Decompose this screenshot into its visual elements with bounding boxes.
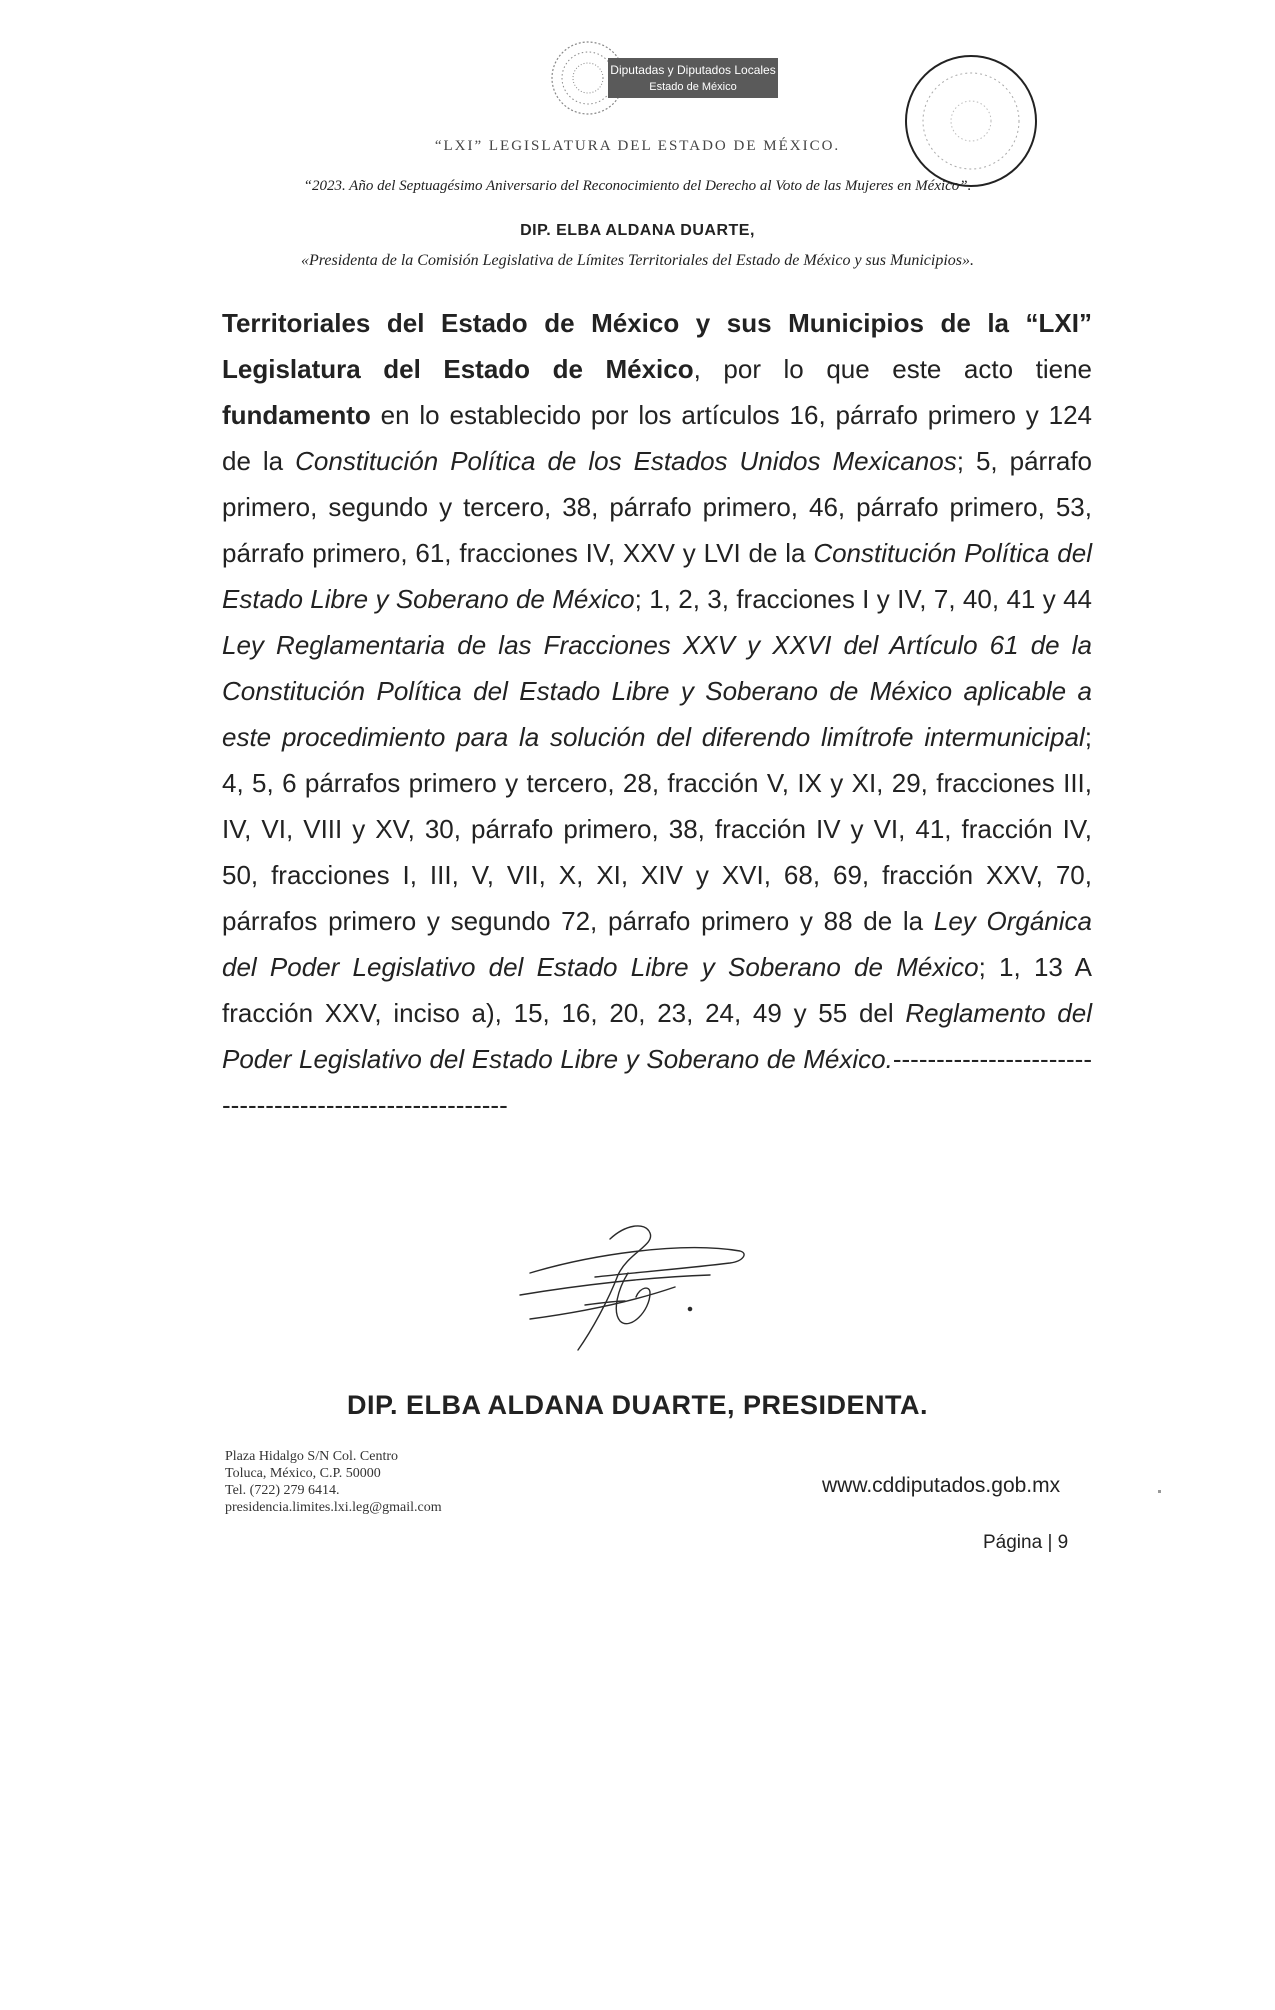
body-italic-run: Ley Orgánica del Poder Legislativo del Estado Libre y Soberano de México	[222, 906, 1092, 982]
address-email: presidencia.limites.lxi.leg@gmail.com	[225, 1500, 442, 1515]
legislature-title: “LXI” LEGISLATURA DEL ESTADO DE MÉXICO.	[434, 138, 841, 154]
body-text-run: ; 5, párrafo primero, segundo y tercero, 38, párrafo primero, 46, párrafo primero, 53, párrafo primero, 61, fracciones IV, XXV y LVI de la	[222, 446, 1092, 568]
header-name: DIP. ELBA ALDANA DUARTE,	[520, 222, 755, 239]
body-italic-run: Constitución Política del Estado Libre y Soberano de México	[222, 538, 1092, 614]
year-motto: “2023. Año del Septuagésimo Aniversario del Reconocimiento del Derecho al Voto de las Mujeres en México”.	[303, 178, 972, 194]
official-seal	[900, 50, 1042, 192]
body-text-run: ; 4, 5, 6 párrafos primero y tercero, 28, fracción V, IX y XI, 29, fracciones III, IV, VI, VIII y XV, 30, párrafo primero, 38, fracción IV y VI, 41, fracción IV, 50, fracciones I, III, V, VII, X, XI, XIV y XVI, 68, 69, fracción XXV, 70, párrafos primero y segundo 72, párrafo primero y 88 de la	[222, 722, 1092, 936]
body-text-run: ; 1, 2, 3, fracciones I y IV, 7, 40, 41 y 44	[634, 584, 1093, 614]
body-bold-run: Territoriales del Estado de México y sus Municipios de la “LXI” Legislatura del Estado de México	[222, 308, 1092, 384]
body-text-run: en lo establecido por los artículos 16, párrafo primero y 124 de la	[222, 400, 1092, 476]
website-link[interactable]: www.cddiputados.gob.mx	[822, 1474, 1061, 1497]
body-italic-run: Reglamento del Poder Legislativo del Estado Libre y Soberano de México.	[222, 998, 1092, 1074]
stray-mark	[1158, 1490, 1161, 1493]
header-role: «Presidenta de la Comisión Legislativa de Límites Territoriales del Estado de México y sus Municipios».	[301, 252, 974, 269]
signer-name: DIP. ELBA ALDANA DUARTE, PRESIDENTA.	[346, 1390, 929, 1420]
body-italic-run: Ley Reglamentaria de las Fracciones XXV y XXVI del Artículo 61 de la Constitución Política del Estado Libre y Soberano de México aplicable a este procedimiento para la solución del diferendo limítrofe intermunicipal	[222, 630, 1092, 752]
logo-line2: Estado de México	[649, 81, 737, 93]
body-paragraph	[222, 300, 1092, 1128]
logo-line1: Diputadas y Diputados Locales	[610, 63, 776, 77]
body-text-run: ; 1, 13 A fracción XXV, inciso a), 15, 16, 20, 23, 24, 49 y 55 del	[222, 952, 1093, 1028]
address-city: Toluca, México, C.P. 50000	[225, 1466, 381, 1481]
body-text-run: , por lo que este acto tiene	[693, 354, 1092, 384]
body-text-run: --------------------------------------------------------	[222, 1044, 1092, 1120]
legislature-logo	[540, 30, 780, 130]
address-street: Plaza Hidalgo S/N Col. Centro	[225, 1449, 399, 1464]
body-bold-run: fundamento	[222, 400, 371, 430]
address-phone: Tel. (722) 279 6414.	[225, 1483, 340, 1498]
body-italic-run: Constitución Política de los Estados Unidos Mexicanos	[295, 446, 957, 476]
page-number: Página | 9	[983, 1532, 1069, 1553]
signature	[500, 1215, 760, 1360]
contact-address	[225, 1448, 442, 1516]
